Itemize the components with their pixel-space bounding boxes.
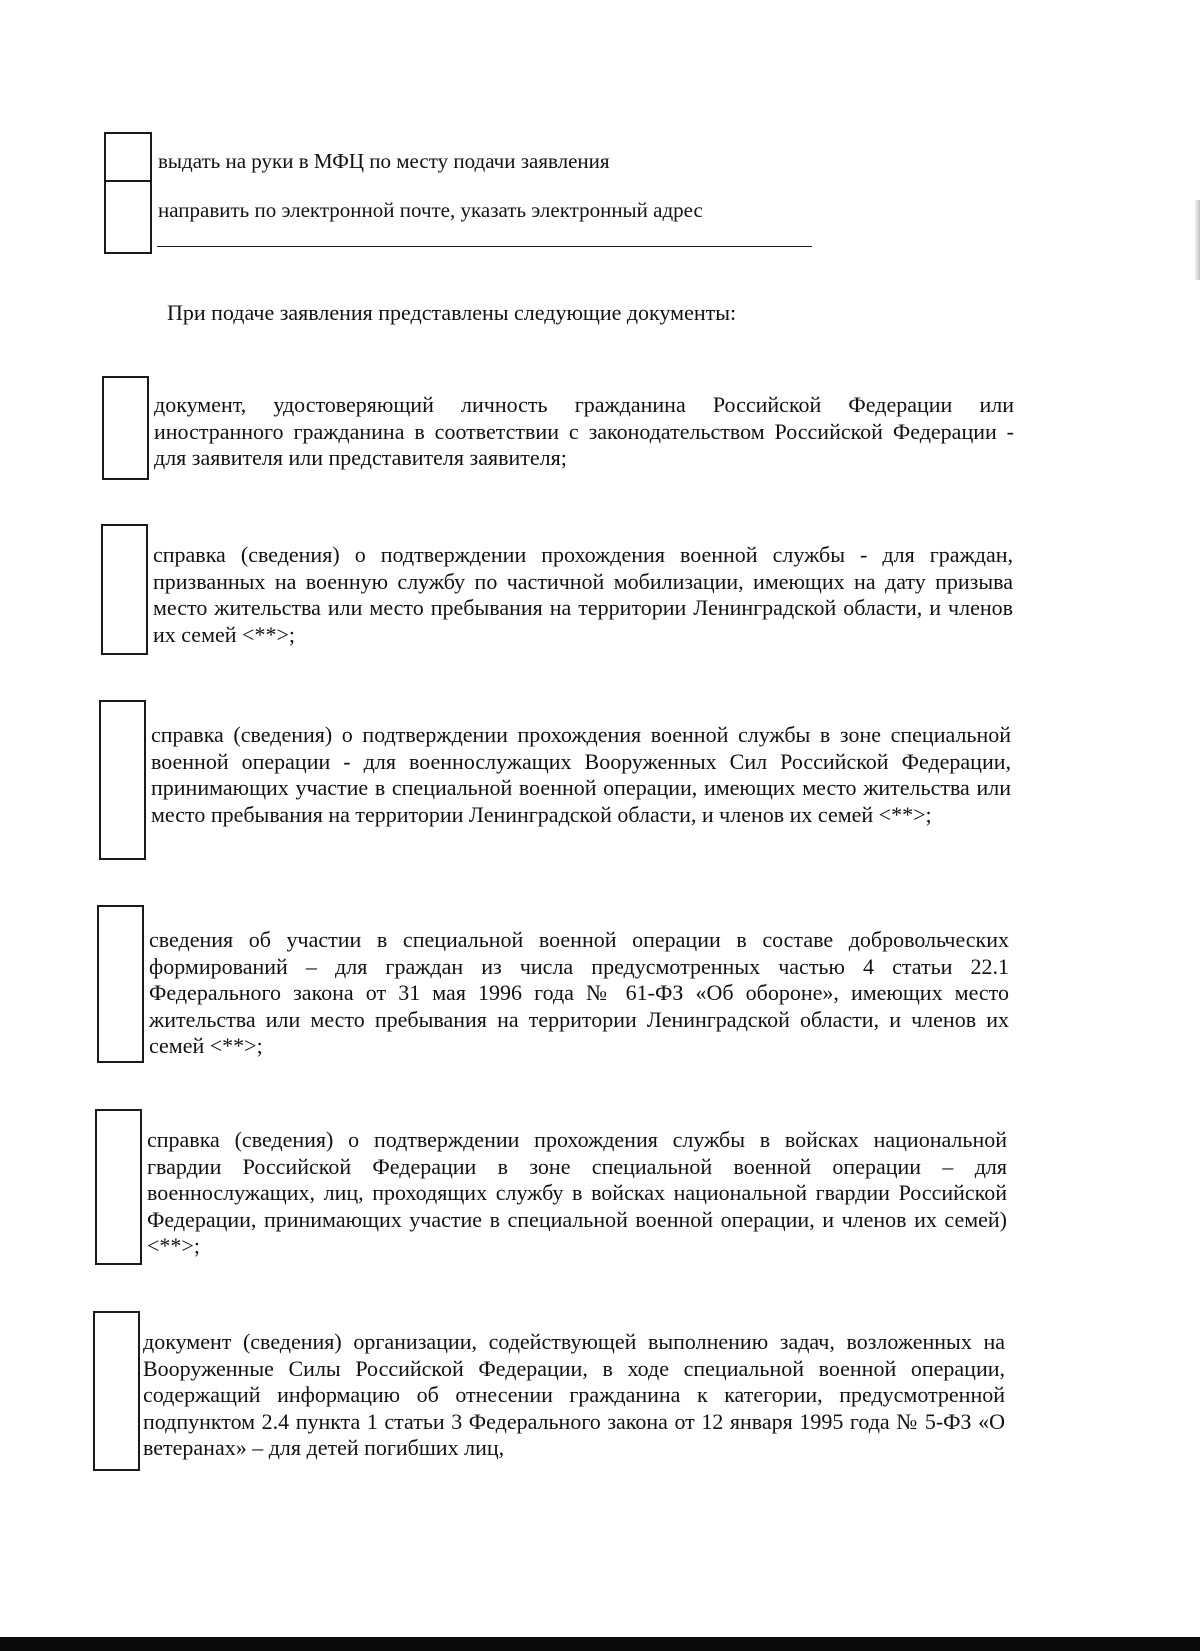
document-item-identity: [102, 376, 1022, 480]
document-checkbox[interactable]: [95, 1109, 142, 1265]
document-item-svo-armed-forces: [99, 700, 1019, 860]
document-text: справка (сведения) о подтверждении прохождения службы в войсках национальной гвардии Российской Федерации в зоне специальной военной операции – для военнослужащих, лиц, проходящих службу в войсках национальной гвардии Российской Федерации, принимающих участие в специальной военной операции, и членов их семей) <**>;: [147, 1127, 1007, 1258]
document-text: справка (сведения) о подтверждении прохождения военной службы - для граждан, призванных на военную службу по частичной мобилизации, имеющих на дату призыва место жительства или место пребывания на территории Ленинградской области, и членов их семей <**>;: [153, 542, 1013, 647]
document-checkbox[interactable]: [99, 700, 146, 860]
document-checkbox[interactable]: [93, 1311, 140, 1471]
document-text: документ (сведения) организации, содействующей выполнению задач, возложенных на Вооруженные Силы Российской Федерации, в ходе специальной военной операции, содержащий информацию об отнесении гражданина к категории, предусмотренной подпунктом 2.4 пункта 1 статьи 3 Федерального закона от 12 января 1995 года № 5-ФЗ «О ветеранах» – для детей погибших лиц,: [143, 1329, 1005, 1460]
document-text: справка (сведения) о подтверждении прохождения военной службы в зоне специальной военной операции - для военнослужащих Вооруженных Сил Российской Федерации, принимающих участие в специальной военной операции, имеющих место жительства или место пребывания на территории Ленинградской области, и членов их семей <**>;: [151, 722, 1011, 827]
scan-bottom-edge: [0, 1637, 1200, 1651]
email-address-field[interactable]: [157, 246, 812, 247]
document-text: сведения об участии в специальной военной операции в составе добровольческих формирований – для граждан из числа предусмотренных частью 4 статьи 22.1 Федерального закона от 31 мая 1996 года № 61-ФЗ «Об обороне», имеющих место жительства или место пребывания на территории Ленинградской области, и членов их семей <**>;: [149, 927, 1009, 1058]
document-text: документ, удостоверяющий личность гражданина Российской Федерации или иностранного гражданина в соответствии с законодательством Российской Федерации - для заявителя или представителя заявителя;: [154, 392, 1014, 470]
pickup-mfc-checkbox[interactable]: [104, 132, 152, 182]
document-item-volunteer-formations: [97, 905, 1017, 1063]
email-delivery-label: направить по электронной почте, указать электронный адрес: [158, 198, 703, 222]
document-item-national-guard: [95, 1109, 1015, 1265]
document-checkbox[interactable]: [101, 524, 148, 655]
document-checkbox[interactable]: [97, 905, 144, 1063]
email-delivery-checkbox[interactable]: [104, 180, 152, 254]
scan-edge-shadow: [1194, 200, 1200, 280]
pickup-mfc-label: выдать на руки в МФЦ по месту подачи заявления: [158, 149, 610, 173]
document-item-mobilization: [101, 524, 1021, 655]
document-checkbox[interactable]: [102, 376, 149, 480]
document-item-organization-info: [93, 1311, 1013, 1471]
documents-heading: При подаче заявления представлены следующие документы:: [167, 300, 737, 325]
